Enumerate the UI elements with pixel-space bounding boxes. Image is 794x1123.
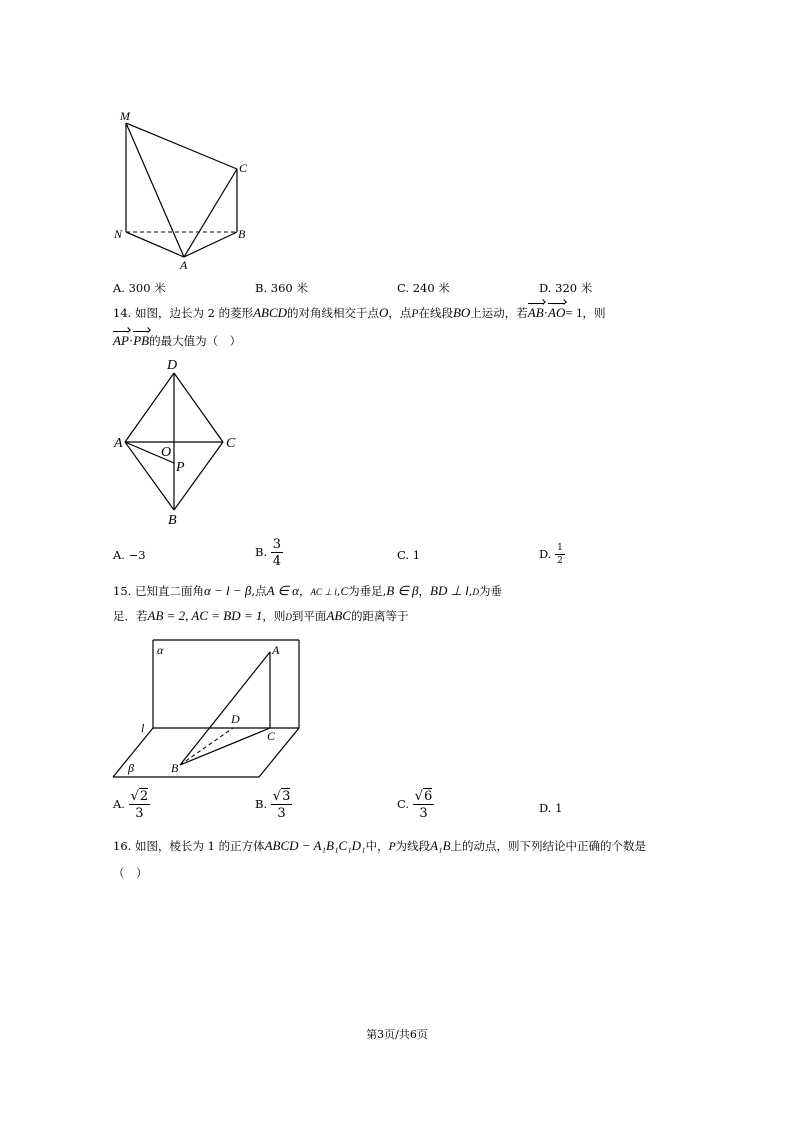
label-alpha: α	[157, 643, 164, 657]
label-o: O	[161, 445, 172, 460]
label-d: D	[167, 358, 178, 373]
q13-option-a: A. 300 米	[113, 281, 166, 295]
label-c: C	[267, 729, 276, 743]
vector-ap: AP	[113, 333, 129, 348]
q14-option-a: A. −3	[113, 548, 146, 562]
q13-option-b: B. 360 米	[255, 281, 308, 295]
q15-option-d: D. 1	[539, 801, 563, 815]
label-b: B	[168, 513, 177, 528]
label-n: N	[114, 227, 123, 241]
q13-option-c: C. 240 米	[397, 281, 450, 295]
label-c: C	[226, 436, 236, 451]
q15-option-b: B. $\frac{√3}{3}$	[255, 789, 291, 821]
q16-question-line1: 16. 如图，棱长为 1 的正方体ABCD − A₁B₁C₁D₁中，P为线段A₁B上的动点，则下列结论中正确的个数是	[113, 838, 647, 853]
q15-option-a: A. $\frac{√2}{3}$	[113, 789, 149, 821]
label-l: l	[141, 721, 145, 735]
figure-q14	[105, 355, 255, 530]
label-b: B	[238, 227, 246, 241]
label-p: P	[176, 460, 185, 475]
label-d: D	[231, 712, 240, 726]
label-a: A	[272, 643, 280, 657]
label-b: B	[171, 761, 179, 775]
q15-question-line2: 足．若AB = 2, AC = BD = 1，则D到平面ABC的距离等于	[113, 608, 409, 623]
label-c: C	[239, 161, 248, 175]
q14-option-b: B. $\frac{3}{4}$	[255, 537, 282, 569]
figure-q15	[105, 632, 315, 782]
figure-q13	[105, 105, 265, 275]
page-footer: 第3页/共6页	[366, 1028, 428, 1041]
vector-ao: AO	[548, 305, 566, 320]
vector-pb: PB	[133, 333, 150, 348]
label-beta: β	[128, 761, 134, 775]
label-m: M	[120, 109, 130, 123]
q15-option-c: C. $\frac{√6}{3}$	[397, 789, 433, 821]
label-a: A	[114, 436, 123, 451]
q13-option-d: D. 320 米	[539, 281, 593, 295]
label-a: A	[180, 258, 188, 272]
q15-question-line1: 15. 已知直二面角α − l − β,点A ∈ α，AC ⊥ l,C为垂足,B ∈ β，BD ⊥ l,D为垂	[113, 583, 502, 598]
q16-question-line2: （ ）	[113, 866, 148, 880]
q14-option-d: D. $\frac{1}{2}$	[539, 543, 563, 566]
q14-question-line2: AP·PB的最大值为（ ）	[113, 333, 242, 348]
q14-option-c: C. 1	[397, 548, 421, 562]
q14-question-line1: 14. 如图，边长为 2 的菱形ABCD的对角线相交于点O，点P在线段BO上运动，若AB·AO= 1，则	[113, 305, 606, 320]
vector-ab: AB	[527, 305, 544, 320]
